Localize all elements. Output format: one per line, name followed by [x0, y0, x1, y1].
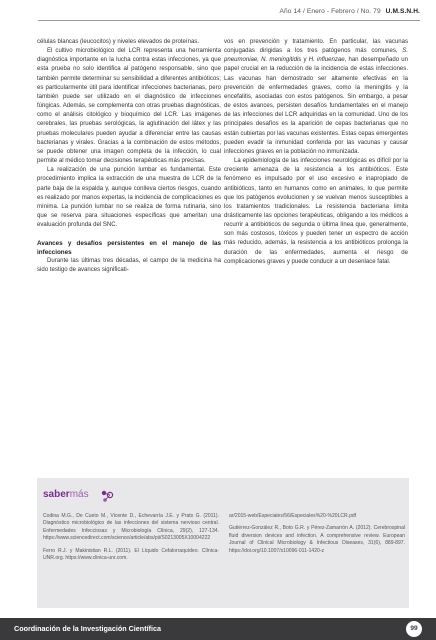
left-column — [37, 38, 221, 276]
paragraph-text: y — [301, 57, 309, 64]
logo-text-light: más — [69, 489, 89, 500]
sabermas-logo — [43, 486, 143, 506]
references-box — [37, 478, 409, 608]
section-heading: Avances y desafíos persistentes en el manejo de las infecciones — [37, 240, 221, 257]
running-header — [280, 8, 420, 15]
paragraph-text: vos en prevención y tratamiento. En particular, las vacunas conjugadas dirigidas a los tres patógenos más comunes, — [224, 39, 408, 55]
paragraph: La epidemiología de las infecciones neurológicas es difícil por la creciente amenaza de la resistencia a los antibióticos. Este fenómeno es impulsado por el uso excesivo e inapropiado de antibióticos, tanto en humanos como en animales, lo que permite que los patógenos evolucionen y se vuelvan menos susceptibles a los tratamientos tradicionales. La resistencia bacteriana limita drásticamente las opciones terapéuticas, obligando a los médicos a recurrir a antibióticos de segunda o última línea que, generalmente, son más costosos, tóxicos y pueden tener un espectro de acción más reducido, además, la resistencia a los antibióticos prolonga la duración de las enfermedades, aumenta el riesgo de complicaciones graves y puede conducir a un desenlace fatal. — [224, 158, 408, 265]
molecule-icon — [99, 488, 115, 504]
paragraph — [224, 38, 408, 157]
paragraph: Durante las últimas tres décadas, el campo de la medicina ha sido testigo de avances significati- — [37, 258, 221, 274]
footer-title: Coordinación de la Investigación Científica — [14, 624, 161, 633]
references-right — [229, 513, 405, 560]
logo-text-main: saber — [43, 489, 70, 500]
paragraph-text: , han desempeñado un papel crucial en la reducción de la incidencia de estas infecciones. Las vacunas han demostrado ser altamente efectivas en la prevención de enfermedades graves, como la meningitis y la encefalitis, asociadas con estos patógenos. Sin embargo, a pesar de estos avances, persisten desafíos fundamentales en el manejo de las infecciones del LCR adquiridas en la comunidad. Uno de los principales desafíos es la aparición de cepas bacterianas que no están cubiertas por las vacunas existentes. Estas cepas emergentes pueden evadir la inmunidad conferida por las vacunas y causar infecciones graves en la población no inmunizada. — [224, 57, 408, 155]
reference-item: Ferro R.J. y Makinistian R.L. (2011). El Líquido Cefalorraquídeo. Clínica-UNR.org. https://www.clinica-unr.com. — [43, 547, 219, 562]
logo-wordmark — [43, 489, 89, 500]
reference-item: Codina M.G., De Cueto M., Vicente D., Echevarría J.E. y Prats G. (2011). Diagnóstico microbiológico de las infecciones del sistema nervioso central. Enfermedades Infecciosas y Microbiología Clínica, 29(2), 127-134. https://www.sciencedirect.com/science/article/abs/pii/S0213005X10004222 — [43, 513, 219, 542]
issue-info: Año 14 / Enero - Febrero / No. 79 — [279, 8, 381, 15]
references-left — [43, 513, 219, 567]
pathogen-names: S. pneumoniae, N. meningitidis — [224, 48, 408, 64]
paragraph: células blancas (leucocitos) y niveles elevados de proteínas. — [37, 39, 200, 45]
page-number: 99 — [406, 621, 422, 637]
brand-label: U.M.S.N.H. — [385, 8, 420, 15]
paragraph: El cultivo microbiológico del LCR representa una herramienta diagnóstica importante en la lucha contra estas infecciones, ya que esta prueba no solo identifica al patógeno responsable, sino que también permite determinar su sensibilidad a diferentes antibióticos; es particularmente útil para identificar infecciones bacterianas, pero también puede ser utilizado en el diagnóstico de infecciones fúngicas. Además, se complementa con otras pruebas diagnósticas, como el análisis citológico y bioquímico del LCR. Las imágenes cerebrales, las pruebas serológicas, la aglutinación del látex y las pruebas moleculares pueden ayudar a diferenciar entre las causas bacterianas y virales. Gracias a la combinación de estos métodos, se puede obtener una imagen completa de la infección, lo cual permite al médico tomar decisiones terapéuticas más precisas. — [37, 48, 221, 165]
pathogen-name: H. influenzae — [308, 57, 345, 64]
right-column — [224, 38, 408, 267]
header-divider — [38, 20, 420, 21]
reference-item: Gutiérrez-González R., Boto G.R. y Pérez-Zamarrón A. (2012). Cerebrospinal fluid diversion devices and infection. A comprehensive review. European Journal of Clinical Microbiology & Infectious Diseases, 31(6), 889-897. https://doi.org/10.1007/s10096-011-1420-z — [229, 525, 405, 554]
paragraph: La realización de una punción lumbar es fundamental. Este procedimiento implica la extracción de una muestra de LCR de la parte baja de la espalda y, aunque conlleva ciertos riesgos, cuando es realizado por manos expertas, la incidencia de complicaciones es mínima. La punción lumbar no se realiza de forma rutinaria, sino que se reserva para situaciones específicas que ameritan una evaluación profunda del SNC. — [37, 167, 221, 229]
footer-bar — [0, 618, 436, 640]
reference-item: ar/2015-web/Especiales/56/Especiales%20-%20LCR.pdf — [229, 513, 357, 519]
